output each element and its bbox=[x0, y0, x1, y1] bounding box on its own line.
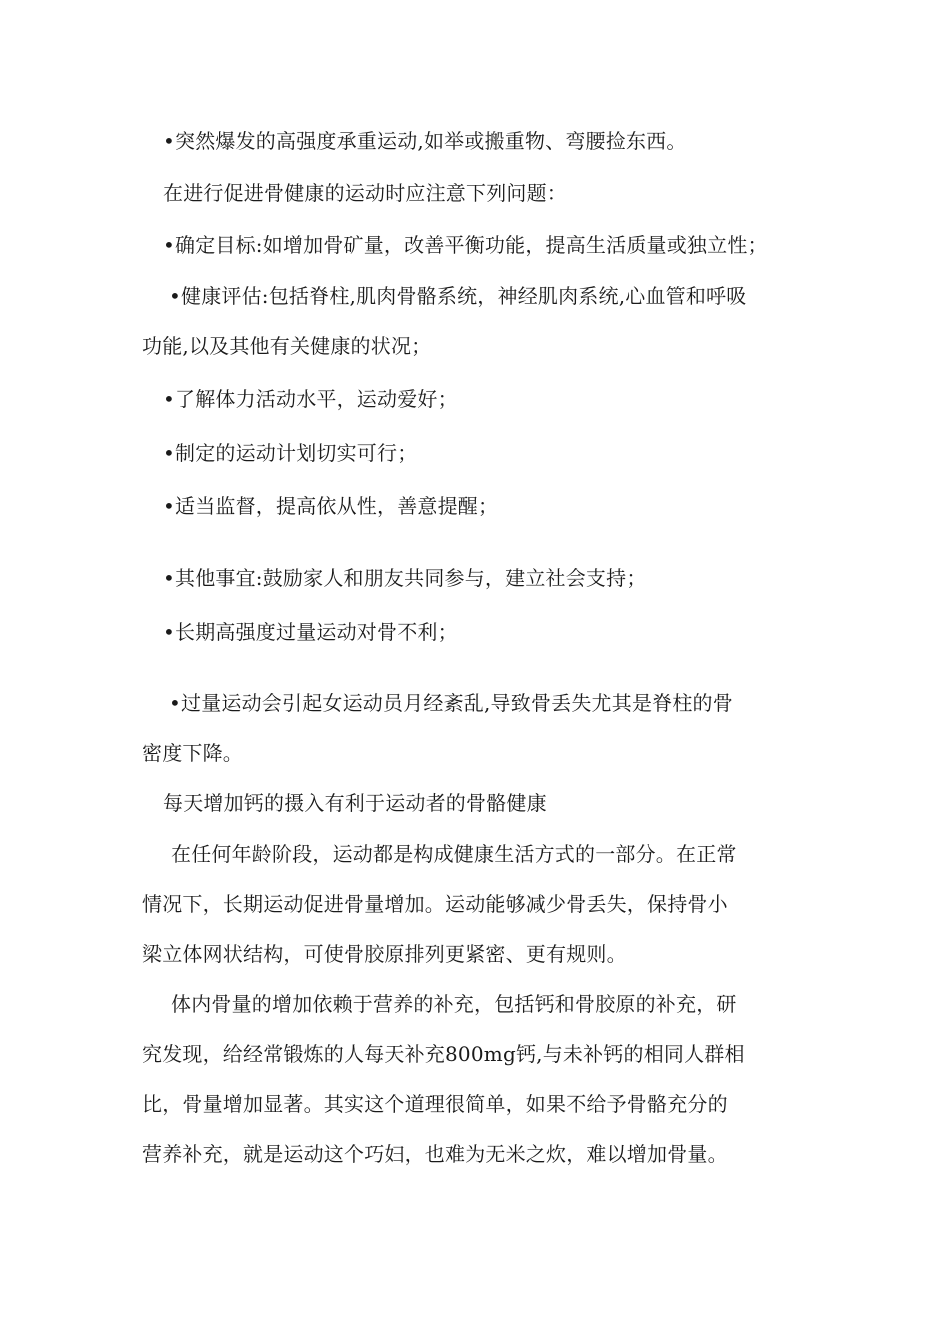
paragraph-1-line-1: 在任何年龄阶段，运动都是构成健康生活方式的一部分。在正常 bbox=[171, 842, 737, 866]
bullet-health-assessment: •健康评估:包括脊柱,肌肉骨骼系统，神经肌肉系统,心血管和呼吸 bbox=[169, 284, 747, 308]
bullet-other-matters: •其他事宜:鼓励家人和朋友共同参与，建立社会支持； bbox=[163, 566, 647, 590]
paragraph-1-line-2: 情况下，长期运动促进骨量增加。运动能够减少骨丢失，保持骨小 bbox=[142, 892, 728, 916]
paragraph-2-line-4: 营养补充，就是运动这个巧妇，也难为无米之炊，难以增加骨量。 bbox=[142, 1142, 728, 1166]
section-heading-calcium: 每天增加钙的摄入有利于运动者的骨骼健康 bbox=[163, 791, 547, 815]
bullet-female-athletes-cont: 密度下降。 bbox=[142, 741, 243, 765]
paragraph-2-line-3: 比，骨量增加显著。其实这个道理很简单，如果不给予骨骼充分的 bbox=[142, 1092, 728, 1116]
paragraph-2-line-2: 究发现，给经常锻炼的人每天补充800mg钙,与未补钙的相同人群相 bbox=[142, 1042, 745, 1066]
bullet-feasible-plan: •制定的运动计划切实可行； bbox=[163, 441, 418, 465]
paragraph-1-line-3: 梁立体网状结构，可使骨胶原排列更紧密、更有规则。 bbox=[142, 942, 627, 966]
paragraph-2-line-1: 体内骨量的增加依赖于营养的补充，包括钙和骨胶原的补充，研 bbox=[171, 992, 737, 1016]
bullet-activity-level: •了解体力活动水平，运动爱好； bbox=[163, 387, 458, 411]
bullet-female-athletes: •过量运动会引起女运动员月经紊乱,导致骨丢失尤其是脊柱的骨 bbox=[169, 691, 733, 715]
bullet-supervision: •适当监督，提高依从性，善意提醒； bbox=[163, 494, 499, 518]
bullet-excess-exercise: •长期高强度过量运动对骨不利； bbox=[163, 620, 458, 644]
notice-heading: 在进行促进骨健康的运动时应注意下列问题： bbox=[163, 181, 567, 205]
bullet-sudden-load: •突然爆发的高强度承重运动,如举或搬重物、弯腰捡东西。 bbox=[163, 129, 687, 153]
bullet-set-goals: •确定目标:如增加骨矿量，改善平衡功能，提高生活质量或独立性； bbox=[163, 233, 768, 257]
bullet-health-assessment-cont: 功能,以及其他有关健康的状况； bbox=[142, 334, 432, 358]
